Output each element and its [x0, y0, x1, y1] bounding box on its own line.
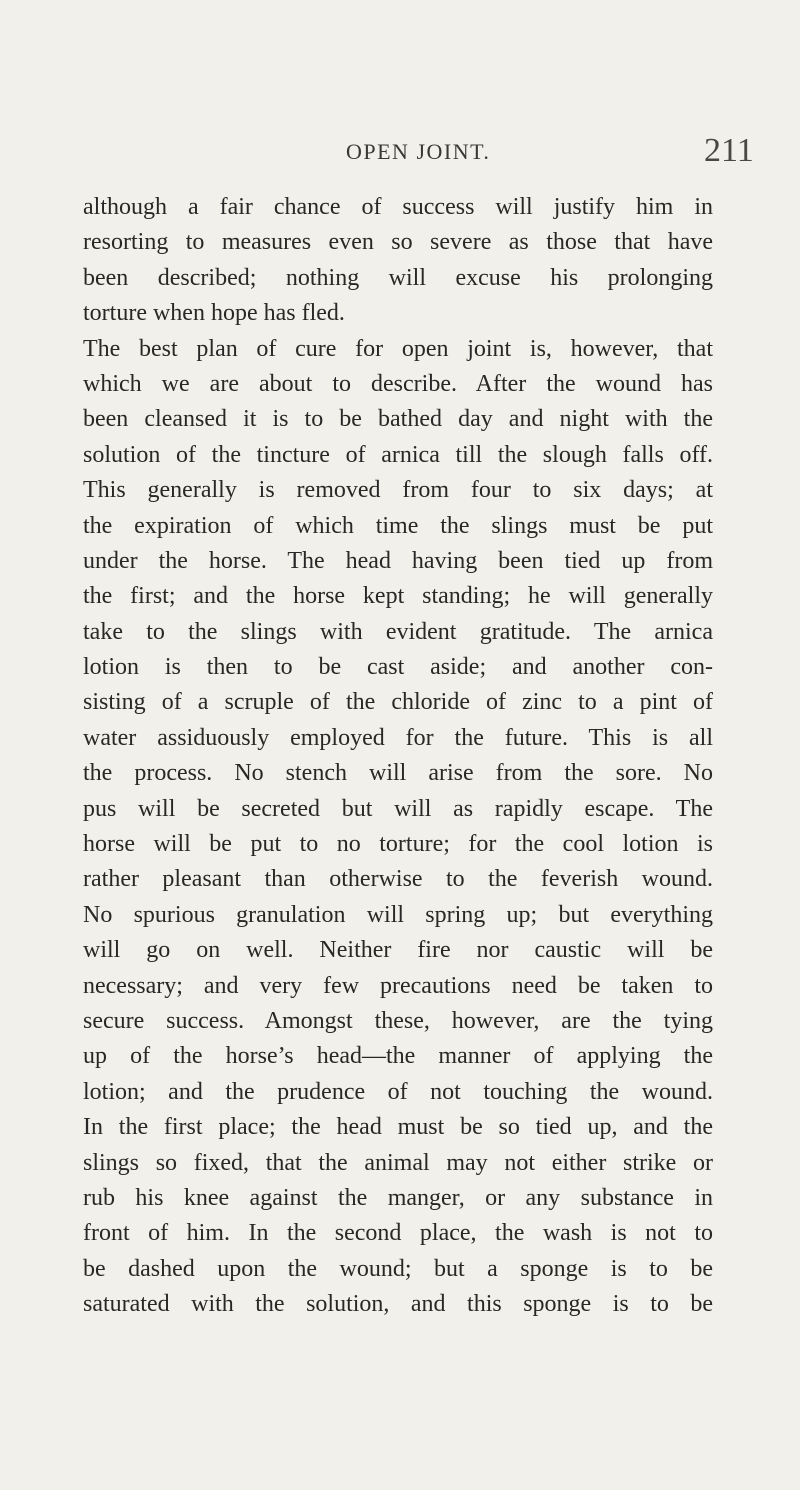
text-line: saturated with the solution, and this sponge is to be [83, 1291, 713, 1318]
body-text [83, 190, 713, 1323]
running-title: OPEN JOINT. [346, 139, 491, 164]
text-line: up of the horse’s head—the manner of applying the [83, 1043, 713, 1070]
text-line: will go on well. Neither fire nor caustic will be [83, 937, 713, 964]
text-line: torture when hope has fled. [83, 300, 345, 327]
text-line: been cleansed it is to be bathed day and night with the [83, 406, 713, 433]
text-line: solution of the tincture of arnica till the slough falls off. [83, 441, 713, 468]
text-line: rather pleasant than otherwise to the feverish wound. [83, 866, 713, 893]
text-line: the process. No stench will arise from the sore. No [83, 760, 713, 787]
text-line: resorting to measures even so severe as those that have [83, 229, 713, 256]
text-line: This generally is removed from four to six days; at [83, 477, 713, 504]
text-line: front of him. In the second place, the wash is not to [83, 1220, 713, 1247]
text-line: pus will be secreted but will as rapidly escape. The [83, 795, 713, 822]
running-header [0, 132, 800, 172]
text-line: under the horse. The head having been tied up from [83, 547, 713, 574]
text-line: The best plan of cure for open joint is, however, that [83, 335, 713, 362]
text-line: the first; and the horse kept standing; he will generally [83, 583, 713, 610]
text-line: slings so fixed, that the animal may not either strike or [83, 1149, 713, 1176]
text-line: the expiration of which time the slings must be put [83, 512, 713, 539]
text-line: horse will be put to no torture; for the cool lotion is [83, 831, 713, 858]
text-line: lotion is then to be cast aside; and another con- [83, 654, 713, 681]
text-line: be dashed upon the wound; but a sponge is to be [83, 1255, 713, 1282]
page-number: 211 [704, 132, 754, 169]
text-line: No spurious granulation will spring up; but everything [83, 901, 713, 928]
text-line: been described; nothing will excuse his prolonging [83, 264, 713, 291]
text-line: rub his knee against the manger, or any substance in [83, 1184, 713, 1211]
text-line: In the first place; the head must be so tied up, and the [83, 1114, 713, 1141]
text-line: which we are about to describe. After the wound has [83, 370, 713, 397]
text-line: take to the slings with evident gratitude. The arnica [83, 618, 713, 645]
text-line: necessary; and very few precautions need be taken to [83, 972, 713, 999]
text-line: lotion; and the prudence of not touching the wound. [83, 1078, 713, 1105]
text-line: sisting of a scruple of the chloride of zinc to a pint of [83, 689, 713, 716]
text-line: secure success. Amongst these, however, are the tying [83, 1007, 713, 1034]
text-line: although a fair chance of success will justify him in [83, 194, 713, 220]
text-line: water assiduously employed for the future. This is all [83, 724, 713, 751]
